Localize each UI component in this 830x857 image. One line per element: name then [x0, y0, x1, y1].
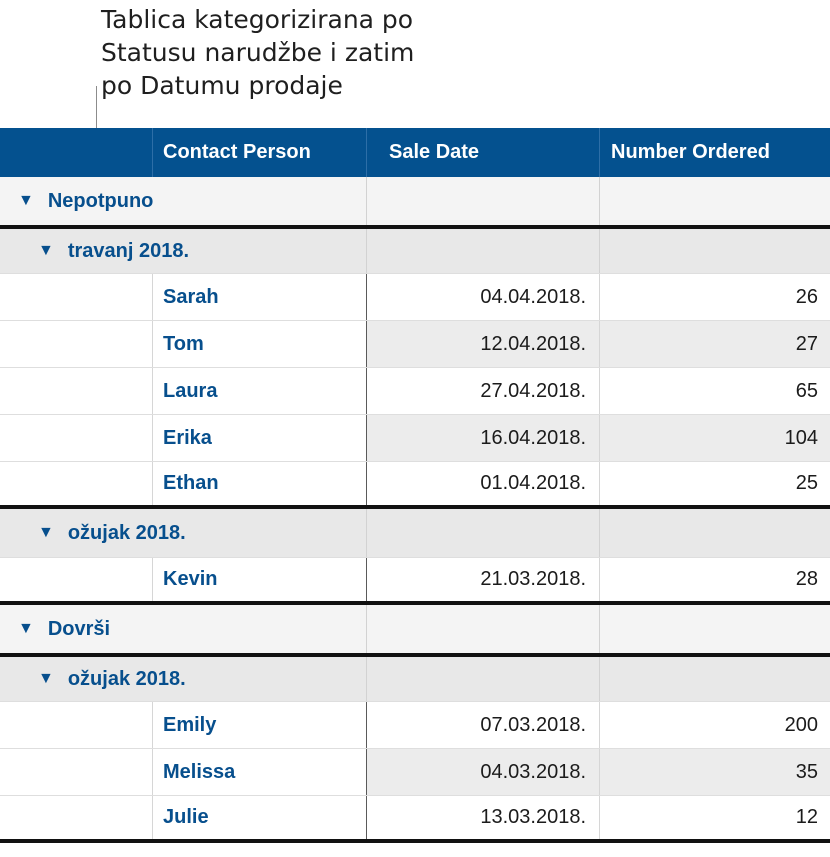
table-row[interactable] — [0, 558, 830, 605]
subgroup-row-travanj[interactable] — [0, 225, 830, 273]
subgroup-row-ozujak[interactable] — [0, 509, 830, 557]
subgroup-label: ožujak 2018. — [67, 667, 186, 690]
number-ordered-cell[interactable]: 65 — [599, 368, 830, 414]
group-row-dovrsi[interactable] — [0, 605, 830, 653]
callout-line-2: Statusu narudžbe i zatim — [101, 38, 415, 67]
table-row[interactable] — [0, 749, 830, 796]
contact-person-cell[interactable]: Ethan — [152, 462, 366, 505]
table-row[interactable] — [0, 462, 830, 509]
disclosure-triangle-icon[interactable]: ▼ — [18, 192, 34, 209]
contact-person-cell[interactable]: Kevin — [152, 558, 366, 601]
number-ordered-cell[interactable]: 28 — [599, 558, 830, 601]
subgroup-rows-travanj — [0, 273, 830, 509]
sale-date-cell[interactable]: 07.03.2018. — [366, 702, 599, 748]
subgroup-rows-ozujak — [0, 557, 830, 605]
group-label: Dovrši — [47, 617, 111, 640]
disclosure-triangle-icon[interactable]: ▼ — [18, 620, 34, 637]
sale-date-cell[interactable]: 16.04.2018. — [366, 415, 599, 461]
group-row-nepotpuno[interactable] — [0, 177, 830, 225]
header-number-ordered[interactable]: Number Ordered — [599, 128, 830, 177]
header-category-cell — [0, 128, 152, 177]
contact-person-cell[interactable]: Julie — [152, 796, 366, 839]
table-row[interactable] — [0, 321, 830, 368]
sale-date-cell[interactable]: 01.04.2018. — [366, 462, 599, 505]
sale-date-cell[interactable]: 27.04.2018. — [366, 368, 599, 414]
sale-date-cell[interactable]: 21.03.2018. — [366, 558, 599, 601]
number-ordered-cell[interactable]: 35 — [599, 749, 830, 795]
disclosure-triangle-icon[interactable]: ▼ — [38, 524, 54, 541]
contact-person-cell[interactable]: Erika — [152, 415, 366, 461]
table-row[interactable] — [0, 415, 830, 462]
callout-line-3: po Datumu prodaje — [101, 71, 343, 100]
header-sale-date[interactable]: Sale Date — [366, 128, 599, 177]
number-ordered-cell[interactable]: 27 — [599, 321, 830, 367]
categorized-table[interactable] — [0, 128, 830, 843]
header-contact-person[interactable]: Contact Person — [152, 128, 366, 177]
table-row[interactable] — [0, 274, 830, 321]
table-header-row — [0, 128, 830, 177]
callout-text — [101, 3, 521, 102]
sale-date-cell[interactable]: 04.04.2018. — [366, 274, 599, 320]
number-ordered-cell[interactable]: 25 — [599, 462, 830, 505]
sale-date-cell[interactable]: 04.03.2018. — [366, 749, 599, 795]
contact-person-cell[interactable]: Laura — [152, 368, 366, 414]
number-ordered-cell[interactable]: 200 — [599, 702, 830, 748]
callout-line-1: Tablica kategorizirana po — [101, 5, 414, 34]
sale-date-cell[interactable]: 12.04.2018. — [366, 321, 599, 367]
subgroup-label: ožujak 2018. — [67, 521, 186, 544]
table-row[interactable] — [0, 796, 830, 843]
contact-person-cell[interactable]: Emily — [152, 702, 366, 748]
contact-person-cell[interactable]: Sarah — [152, 274, 366, 320]
table-row[interactable] — [0, 368, 830, 415]
number-ordered-cell[interactable]: 26 — [599, 274, 830, 320]
sale-date-cell[interactable]: 13.03.2018. — [366, 796, 599, 839]
subgroup-row-ozujak-dovrsi[interactable] — [0, 653, 830, 701]
table-row[interactable] — [0, 702, 830, 749]
group-label: Nepotpuno — [47, 189, 154, 212]
subgroup-label: travanj 2018. — [67, 239, 190, 262]
contact-person-cell[interactable]: Tom — [152, 321, 366, 367]
contact-person-cell[interactable]: Melissa — [152, 749, 366, 795]
subgroup-rows-ozujak-dovrsi — [0, 701, 830, 843]
number-ordered-cell[interactable]: 104 — [599, 415, 830, 461]
number-ordered-cell[interactable]: 12 — [599, 796, 830, 839]
disclosure-triangle-icon[interactable]: ▼ — [38, 242, 54, 259]
disclosure-triangle-icon[interactable]: ▼ — [38, 670, 54, 687]
